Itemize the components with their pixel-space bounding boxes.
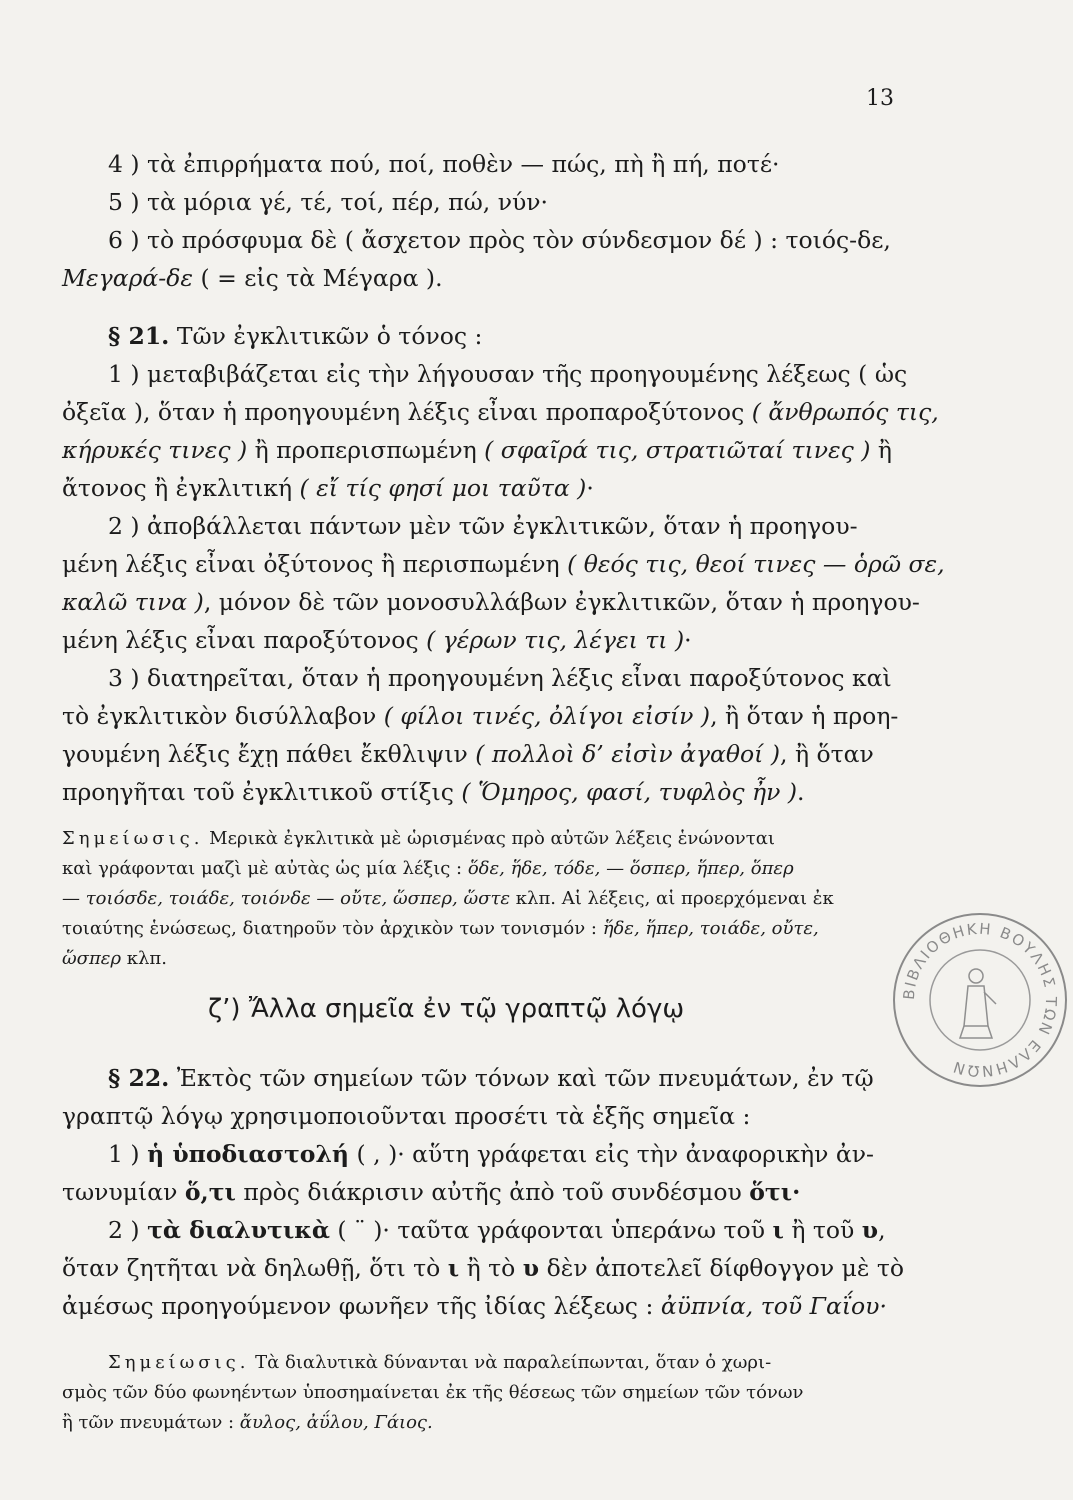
page-number: 13 (866, 86, 894, 111)
text-line: 1 ) ἡ ὑποδιαστολή ( , )· αὕτη γράφεται εἰς τὴν ἀναφορικὴν ἀν- (108, 1140, 874, 1168)
subsection-heading: ζ’) Ἄλλα σημεῖα ἐν τῷ γραπτῷ λόγῳ (208, 994, 685, 1024)
text-line: γραπτῷ λόγῳ χρησιμοποιοῦνται προσέτι τὰ ἑξῆς σημεῖα : (62, 1102, 751, 1130)
text-line: καλῶ τινα ), μόνον δὲ τῶν μονοσυλλάβων ἐγκλιτικῶν, ὅταν ἡ προηγου- (62, 588, 920, 616)
text-line: τωνυμίαν ὅ,τι πρὸς διάκρισιν αὐτῆς ἀπὸ τοῦ συνδέσμου ὅτι· (62, 1178, 801, 1206)
section-21-title: § 21. Τῶν ἐγκλιτικῶν ὁ τόνος : (108, 322, 483, 350)
note-line: ἢ τῶν πνευμάτων : ἄυλος, ἀΰλου, Γάιος. (62, 1412, 433, 1433)
text-line: μένη λέξις εἶναι ὀξύτονος ἢ περισπωμένη ( θεός τις, θεοί τινες — ὁρῶ σε, (62, 550, 945, 578)
text-line: 5 ) τὰ μόρια γέ, τέ, τοί, πέρ, πώ, νύν· (108, 188, 549, 216)
text-line: γουμένη λέξις ἔχῃ πάθει ἔκθλιψιν ( πολλοὶ δ’ εἰσὶν ἀγαθοί ), ἢ ὅταν (62, 740, 874, 768)
section-22-title: § 22. Ἐκτὸς τῶν σημείων τῶν τόνων καὶ τῶν πνευμάτων, ἐν τῷ (108, 1064, 874, 1092)
note-line: Σημείωσις. Τὰ διαλυτικὰ δύνανται νὰ παραλείπωνται, ὅταν ὁ χωρι- (108, 1352, 772, 1373)
text-line: 3 ) διατηρεῖται, ὅταν ἡ προηγουμένη λέξις εἶναι παροξύτονος καὶ (108, 664, 892, 692)
text-line: ὀξεῖα ), ὅταν ἡ προηγουμένη λέξις εἶναι προπαροξύτονος ( ἄνθρωπός τις, (62, 398, 939, 426)
text-line: 6 ) τὸ πρόσφυμα δὲ ( ἄσχετον πρὸς τὸν σύνδεσμον δέ ) : τοιός-δε, (108, 226, 891, 254)
library-stamp-icon (888, 908, 1073, 1093)
note-line: — τοιόσδε, τοιάδε, τοιόνδε — οὔτε, ὥσπερ, ὥστε κλπ. Αἱ λέξεις, αἱ προερχόμεναι ἐκ (62, 888, 834, 909)
text-line: ἀμέσως προηγούμενον φωνῆεν τῆς ἰδίας λέξεως : ἀϋπνία, τοῦ Γαΐου· (62, 1292, 887, 1320)
text-line: τὸ ἐγκλιτικὸν δισύλλαβον ( φίλοι τινές, ὀλίγοι εἰσίν ), ἢ ὅταν ἡ προη- (62, 702, 899, 730)
note-line: καὶ γράφονται μαζὶ μὲ αὐτὰς ὡς μία λέξις : ὅδε, ἥδε, τόδε, — ὅσπερ, ἥπερ, ὅπερ (62, 858, 794, 879)
text-line: κήρυκές τινες ) ἢ προπερισπωμένη ( σφαῖρά τις, στρατιῶταί τινες ) ἢ (62, 436, 892, 464)
text-line: μένη λέξις εἶναι παροξύτονος ( γέρων τις, λέγει τι )· (62, 626, 692, 654)
text-line: ἄτονος ἢ ἐγκλιτική ( εἴ τίς φησί μοι ταῦτα )· (62, 474, 594, 502)
text-line: ὅταν ζητῆται νὰ δηλωθῇ, ὅτι τὸ ι ἢ τὸ υ δὲν ἀποτελεῖ δίφθογγον μὲ τὸ (62, 1254, 905, 1282)
note-line: ὥσπερ κλπ. (62, 948, 167, 969)
text-line: Μεγαρά-δε ( = εἰς τὰ Μέγαρα ). (62, 264, 443, 292)
text-line: 2 ) τὰ διαλυτικὰ ( ¨ )· ταῦτα γράφονται ὑπεράνω τοῦ ι ἢ τοῦ υ, (108, 1216, 886, 1244)
text-line: 2 ) ἀποβάλλεται πάντων μὲν τῶν ἐγκλιτικῶν, ὅταν ἡ προηγου- (108, 512, 858, 540)
note-line: σμὸς τῶν δύο φωνηέντων ὑποσημαίνεται ἐκ τῆς θέσεως τῶν σημείων τῶν τόνων (62, 1382, 804, 1403)
note-line: τοιαύτης ἑνώσεως, διατηροῦν τὸν ἀρχικὸν των τονισμόν : ἥδε, ἥπερ, τοιάδε, οὔτε, (62, 918, 819, 939)
text-line: προηγῆται τοῦ ἐγκλιτικοῦ στίξις ( Ὅμηρος, φασί, τυφλὸς ἦν ). (62, 778, 805, 806)
text-line: 1 ) μεταβιβάζεται εἰς τὴν λήγουσαν τῆς προηγουμένης λέξεως ( ὡς (108, 360, 908, 388)
svg-text:ΒΙΒΛΙΟΘΗΚΗ ΒΟΥΛΗΣ ΤΩΝ ΕΛΛΗΝΩΝ: ΒΙΒΛΙΟΘΗΚΗ ΒΟΥΛΗΣ ΤΩΝ ΕΛΛΗΝΩΝ (899, 919, 1061, 1081)
note-line: Σημείωσις. Μερικὰ ἐγκλιτικὰ μὲ ὡρισμένας πρὸ αὐτῶν λέξεις ἑνώνονται (62, 828, 775, 849)
text-line: 4 ) τὰ ἐπιρρήματα πού, ποί, ποθὲν — πώς, πὴ ἢ πή, ποτέ· (108, 150, 780, 178)
